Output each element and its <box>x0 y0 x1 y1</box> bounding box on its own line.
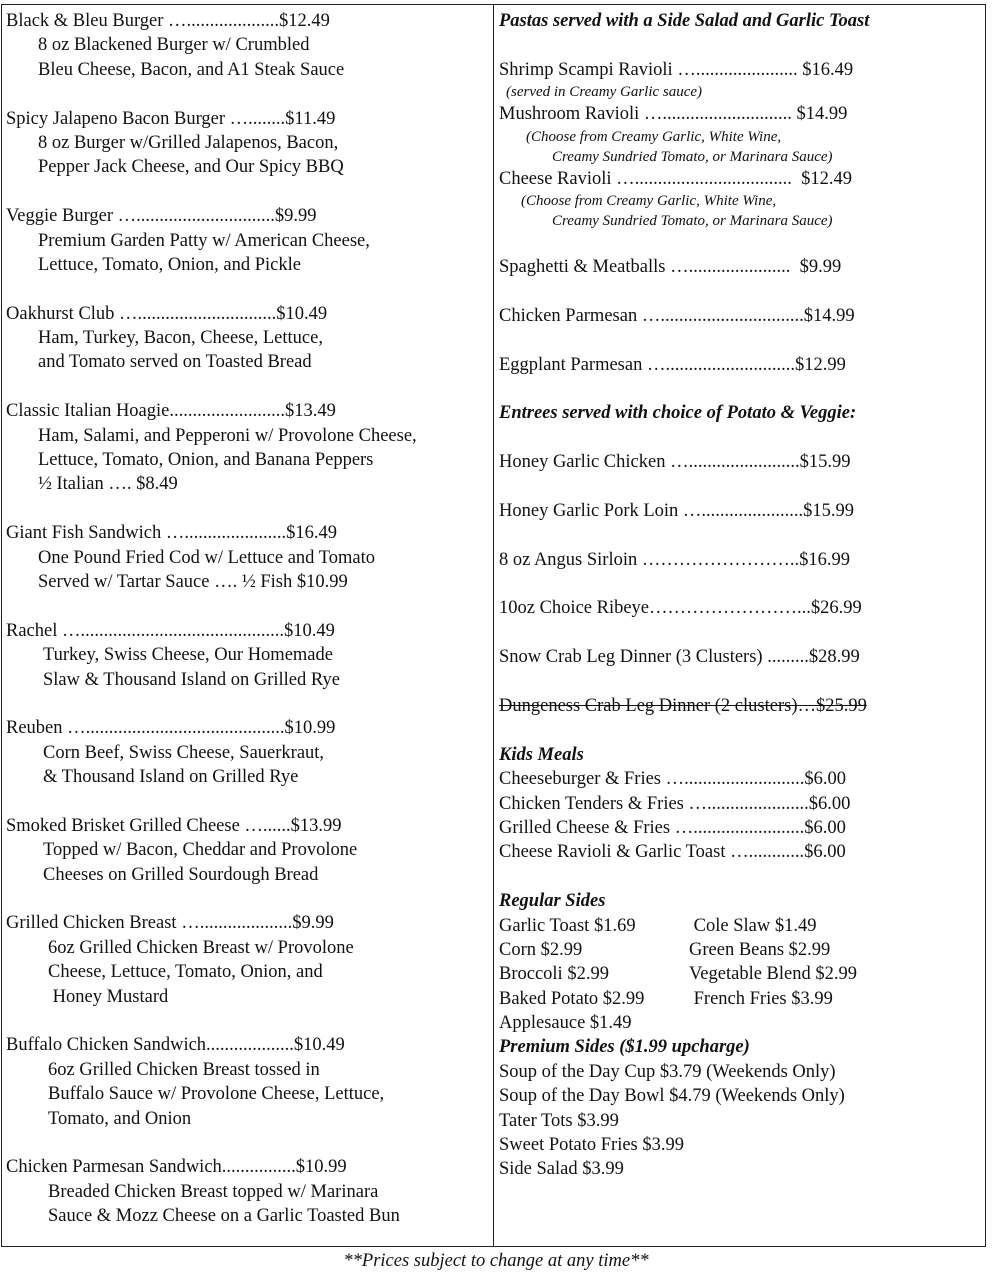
item-title: Reuben …...........................................$10.99 <box>6 718 336 739</box>
pasta-item: Spaghetti & Meatballs …...................... $9.99 <box>499 256 842 277</box>
item-desc: Buffalo Sauce w/ Provolone Cheese, Lettuce, <box>48 1084 385 1105</box>
kids-item: Grilled Cheese & Fries …........................$6.00 <box>499 817 846 838</box>
side-item: French Fries $3.99 <box>689 988 833 1009</box>
kids-heading: Kids Meals <box>499 744 584 765</box>
menu-item <box>6 399 486 497</box>
side-item: Baked Potato $2.99 <box>499 988 645 1009</box>
menu-item <box>6 716 486 789</box>
entree-item: Honey Garlic Pork Loin …......................$15.99 <box>499 500 855 521</box>
item-desc: Lettuce, Tomato, Onion, and Banana Peppers <box>38 450 374 471</box>
item-desc: Corn Beef, Swiss Cheese, Sauerkraut, <box>43 742 325 763</box>
kids-item: Chicken Tenders & Fries …......................$6.00 <box>499 793 851 814</box>
menu-item <box>6 521 486 594</box>
item-desc: Cheeses on Grilled Sourdough Bread <box>43 864 319 885</box>
premium-side-item: Sweet Potato Fries $3.99 <box>499 1135 684 1156</box>
item-desc: Breaded Chicken Breast topped w/ Marinara <box>48 1181 379 1202</box>
pasta-item: Eggplant Parmesan …............................$12.99 <box>499 354 846 375</box>
pasta-note: (Choose from Creamy Garlic, White Wine, <box>521 192 777 209</box>
side-item: Cole Slaw $1.49 <box>689 915 817 936</box>
item-desc: Turkey, Swiss Cheese, Our Homemade <box>43 645 333 666</box>
sides-row <box>499 938 981 962</box>
item-desc: and Tomato served on Toasted Bread <box>38 352 312 373</box>
pasta-note: Creamy Sundried Tomato, or Marinara Sauce) <box>552 212 833 229</box>
pasta-item: Chicken Parmesan …...............................$14.99 <box>499 305 855 326</box>
item-title: Rachel …............................................$10.49 <box>6 620 335 641</box>
item-desc: Premium Garden Patty w/ American Cheese, <box>38 230 370 251</box>
sides-row <box>499 914 981 938</box>
pasta-note: (Choose from Creamy Garlic, White Wine, <box>526 128 782 145</box>
menu-item <box>6 814 486 887</box>
side-item: Vegetable Blend $2.99 <box>689 964 857 985</box>
side-item: Garlic Toast $1.69 <box>499 915 636 936</box>
item-desc: Served w/ Tartar Sauce …. ½ Fish $10.99 <box>38 571 348 592</box>
premium-side-item: Side Salad $3.99 <box>499 1159 624 1180</box>
side-item: Corn $2.99 <box>499 939 583 960</box>
item-desc: 6oz Grilled Chicken Breast tossed in <box>48 1059 320 1080</box>
entree-item: 8 oz Angus Sirloin ……………………..$16.99 <box>499 549 850 570</box>
entree-item: Honey Garlic Chicken …........................$15.99 <box>499 452 851 473</box>
item-desc: 8 oz Blackened Burger w/ Crumbled <box>38 35 310 56</box>
menu-item <box>6 1033 486 1131</box>
item-desc: Tomato, and Onion <box>48 1108 192 1129</box>
pasta-note: (served in Creamy Garlic sauce) <box>506 84 703 101</box>
item-desc: 8 oz Burger w/Grilled Jalapenos, Bacon, <box>38 132 339 153</box>
premium-side-item: Soup of the Day Bowl $4.79 (Weekends Only) <box>499 1086 845 1107</box>
item-desc: 6oz Grilled Chicken Breast w/ Provolone <box>48 937 354 958</box>
premium-side-item: Tater Tots $3.99 <box>499 1110 619 1131</box>
item-desc: Topped w/ Bacon, Cheddar and Provolone <box>43 840 358 861</box>
entrees-heading: Entrees served with choice of Potato & Veggie: <box>499 403 857 424</box>
item-title: Buffalo Chicken Sandwich...................$10.49 <box>6 1035 345 1056</box>
kids-item: Cheese Ravioli & Garlic Toast …............$6.00 <box>499 842 846 863</box>
pasta-item: Mushroom Ravioli …............................ $14.99 <box>499 104 848 125</box>
menu-item <box>6 302 486 375</box>
menu-item <box>6 204 486 277</box>
item-desc: Ham, Turkey, Bacon, Cheese, Lettuce, <box>38 328 323 349</box>
item-desc: Pepper Jack Cheese, and Our Spicy BBQ <box>38 157 344 178</box>
menu-item <box>6 911 486 1009</box>
item-desc: Ham, Salami, and Pepperoni w/ Provolone Cheese, <box>38 425 417 446</box>
pasta-item: Cheese Ravioli ….................................. $12.49 <box>499 168 853 189</box>
item-desc: ½ Italian …. $8.49 <box>38 474 178 495</box>
price-disclaimer: **Prices subject to change at any time** <box>343 1251 649 1271</box>
side-item: Green Beans $2.99 <box>689 939 831 960</box>
column-divider <box>493 4 494 1247</box>
item-desc: & Thousand Island on Grilled Rye <box>43 767 299 788</box>
item-title: Classic Italian Hoagie.........................$13.49 <box>6 401 336 422</box>
item-title: Veggie Burger …..............................$9.99 <box>6 206 317 227</box>
item-title: Grilled Chicken Breast …....................$9.99 <box>6 913 334 934</box>
item-desc: Sauce & Mozz Cheese on a Garlic Toasted Bun <box>48 1206 400 1227</box>
item-title: Giant Fish Sandwich …......................$16.49 <box>6 523 337 544</box>
menu-item <box>6 9 486 82</box>
pasta-item: Shrimp Scampi Ravioli …...................... $16.49 <box>499 59 854 80</box>
item-title: Spicy Jalapeno Bacon Burger …........$11.49 <box>6 108 336 129</box>
sandwich-column <box>6 9 486 1253</box>
entree-item: Snow Crab Leg Dinner (3 Clusters) .........$28.99 <box>499 647 860 668</box>
item-desc: Slaw & Thousand Island on Grilled Rye <box>43 669 340 690</box>
pasta-note: Creamy Sundried Tomato, or Marinara Sauce) <box>552 148 833 165</box>
premium-side-item: Soup of the Day Cup $3.79 (Weekends Only) <box>499 1061 836 1082</box>
item-title: Black & Bleu Burger …....................$12.49 <box>6 11 330 31</box>
entrees-column <box>499 9 981 1182</box>
pastas-heading: Pastas served with a Side Salad and Garlic Toast <box>499 11 870 31</box>
sides-row <box>499 987 981 1011</box>
item-desc: One Pound Fried Cod w/ Lettuce and Tomato <box>38 547 375 568</box>
regular-sides-heading: Regular Sides <box>499 891 606 912</box>
side-item: Broccoli $2.99 <box>499 964 609 985</box>
item-desc: Lettuce, Tomato, Onion, and Pickle <box>38 254 301 275</box>
item-desc: Honey Mustard <box>48 986 169 1007</box>
entree-item-discontinued: Dungeness Crab Leg Dinner (2 clusters)…$25.99 <box>499 695 867 716</box>
menu-item <box>6 619 486 692</box>
entree-item: 10oz Choice Ribeye……………………...$26.99 <box>499 598 862 619</box>
item-title: Chicken Parmesan Sandwich................$10.99 <box>6 1157 347 1178</box>
side-item: Applesauce $1.49 <box>499 1013 632 1034</box>
item-desc: Bleu Cheese, Bacon, and A1 Steak Sauce <box>38 59 345 80</box>
item-desc: Cheese, Lettuce, Tomato, Onion, and <box>48 962 323 983</box>
menu-item <box>6 107 486 180</box>
item-title: Smoked Brisket Grilled Cheese …......$13.99 <box>6 815 342 836</box>
item-title: Oakhurst Club …..............................$10.49 <box>6 303 328 324</box>
premium-sides-heading: Premium Sides ($1.99 upcharge) <box>499 1037 750 1058</box>
sides-row <box>499 962 981 986</box>
kids-item: Cheeseburger & Fries …..........................$6.00 <box>499 769 847 790</box>
menu-item <box>6 1155 486 1228</box>
